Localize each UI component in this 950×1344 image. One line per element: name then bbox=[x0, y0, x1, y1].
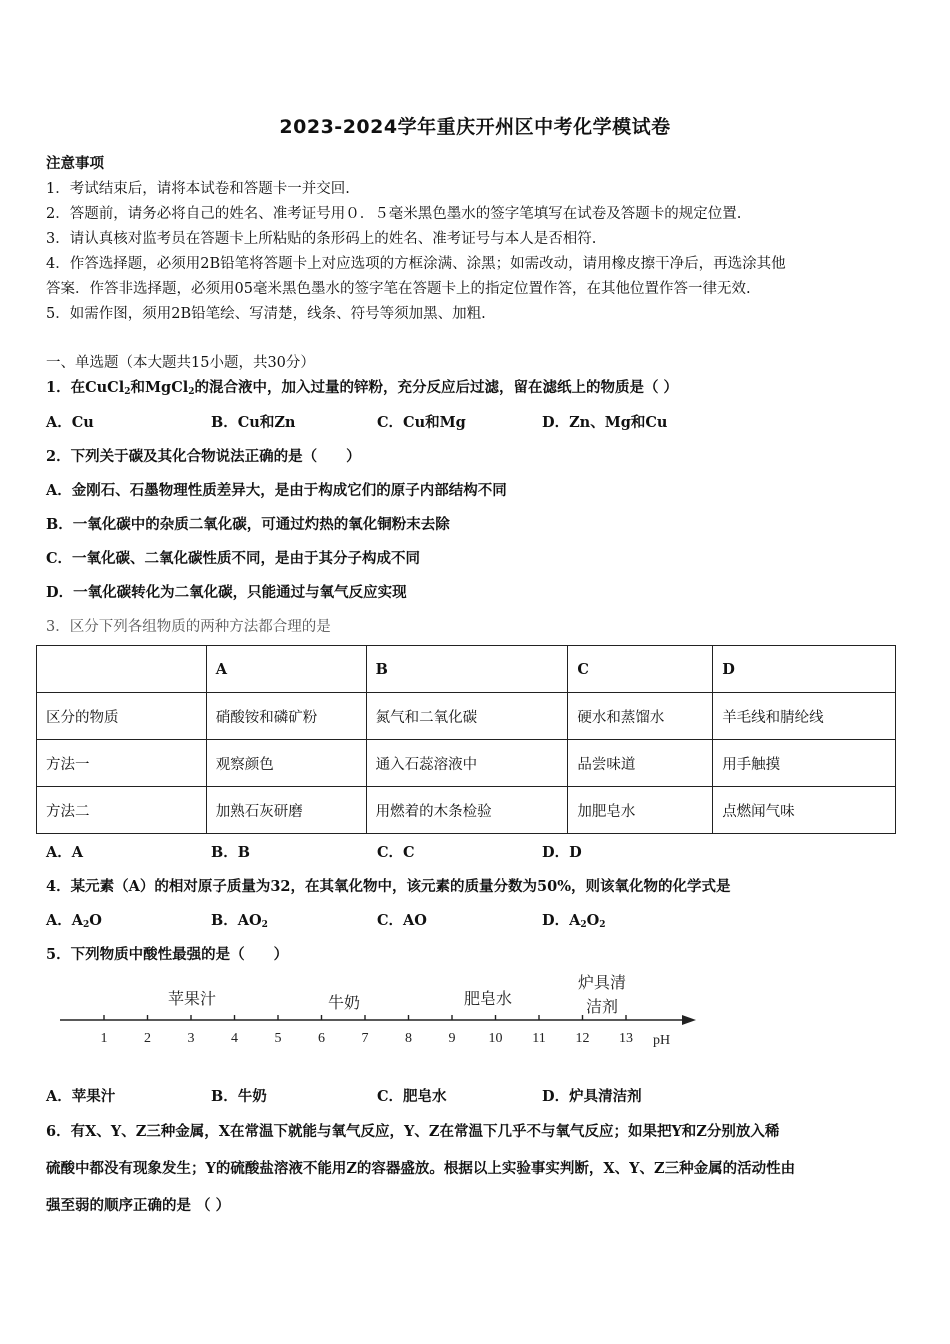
table-cell: B bbox=[366, 646, 568, 693]
ph-tick-label: 1 bbox=[100, 1031, 108, 1046]
q5-option-c[interactable]: C．肥皂水 bbox=[377, 1088, 447, 1105]
ph-tick-label: 3 bbox=[187, 1031, 195, 1046]
q5-option-b[interactable]: B．牛奶 bbox=[211, 1088, 267, 1105]
ph-label-cleaner-line1: 炉具清 bbox=[578, 975, 627, 992]
notice-item: 答案．作答非选择题，必须用05毫米黑色墨水的签字笔在答题卡上的指定位置作答，在其他位置作答一律无效. bbox=[46, 281, 751, 297]
q3-option-b[interactable]: B．B bbox=[211, 844, 251, 861]
table-cell: C bbox=[568, 646, 713, 693]
notice-heading: 注意事项 bbox=[46, 155, 104, 172]
table-cell bbox=[37, 646, 207, 693]
ph-axis-arrow bbox=[682, 1015, 696, 1025]
table-cell: 点燃闻气味 bbox=[713, 787, 896, 834]
question-6-line: 强至弱的顺序正确的是 （ ） bbox=[46, 1197, 231, 1214]
q4-option-a[interactable]: A．$A_2O$ bbox=[46, 912, 102, 930]
question-5-stem: 5．下列物质中酸性最强的是（ ） bbox=[46, 946, 289, 963]
table-cell: 加肥皂水 bbox=[568, 787, 713, 834]
ph-tick-label: 13 bbox=[619, 1031, 633, 1046]
ph-label-cleaner-line2: 洁剂 bbox=[586, 999, 619, 1016]
notice-item: 1．考试结束后，请将本试卷和答题卡一并交回. bbox=[46, 181, 350, 197]
q2-option-b[interactable]: B．一氧化碳中的杂质二氧化碳，可通过灼热的氧化铜粉末去除 bbox=[46, 516, 450, 533]
question-3-stem: 3．区分下列各组物质的两种方法都合理的是 bbox=[46, 619, 331, 635]
table-cell: A bbox=[206, 646, 366, 693]
q5-option-a[interactable]: A．苹果汁 bbox=[46, 1088, 116, 1105]
question-4-stem: 4．某元素（A）的相对原子质量为32，在其氧化物中，该元素的质量分数为50%，则该氧化物的化学式是 bbox=[46, 878, 731, 895]
table-row bbox=[37, 740, 896, 787]
ph-tick-label: 12 bbox=[575, 1031, 590, 1046]
q2-option-d[interactable]: D．一氧化碳转化为二氧化碳，只能通过与氧气反应实现 bbox=[46, 584, 407, 601]
ph-tick-label: 4 bbox=[231, 1031, 238, 1046]
ph-label-soap-water: 肥皂水 bbox=[464, 991, 513, 1008]
ph-unit-label: pH bbox=[653, 1033, 671, 1048]
ph-label-milk: 牛奶 bbox=[328, 995, 361, 1012]
ph-scale-figure bbox=[50, 970, 710, 1052]
question-1-stem: 1．在CuCl$_2$和MgCl$_2$的混合液中，加入过量的锌粉，充分反应后过滤，留在滤纸上的物质是（ ） bbox=[46, 379, 679, 397]
q3-option-c[interactable]: C．C bbox=[377, 844, 415, 861]
q3-option-a[interactable]: A．A bbox=[46, 844, 84, 861]
table-cell: 区分的物质 bbox=[37, 693, 207, 740]
ph-tick-label: 5 bbox=[274, 1031, 282, 1046]
q1-option-d[interactable]: D．Zn、Mg和Cu bbox=[542, 414, 668, 431]
q4-option-c[interactable]: C．AO bbox=[377, 912, 427, 929]
ph-tick-label: 2 bbox=[144, 1031, 151, 1046]
table-cell: 用手触摸 bbox=[713, 740, 896, 787]
page-title: 2023-2024学年重庆开州区中考化学模试卷 bbox=[279, 116, 671, 138]
q1-option-a[interactable]: A．Cu bbox=[46, 414, 94, 431]
table-cell: 方法二 bbox=[37, 787, 207, 834]
section-heading: 一、单选题（本大题共15小题，共30分） bbox=[46, 355, 315, 371]
notice-item: 2．答题前，请务必将自己的姓名、准考证号用０．５毫米黑色墨水的签字笔填写在试卷及答题卡的规定位置. bbox=[46, 206, 742, 222]
q4-option-b[interactable]: B．$AO_2$ bbox=[211, 912, 268, 930]
q1-option-b[interactable]: B．Cu和Zn bbox=[211, 414, 296, 431]
notice-item: 5．如需作图，须用2B铅笔绘、写清楚，线条、符号等须加黑、加粗. bbox=[46, 306, 486, 322]
table-row bbox=[37, 787, 896, 834]
table-cell: 氮气和二氧化碳 bbox=[366, 693, 568, 740]
table-cell: 通入石蕊溶液中 bbox=[366, 740, 568, 787]
table-cell: 品尝味道 bbox=[568, 740, 713, 787]
table-cell: 羊毛线和腈纶线 bbox=[713, 693, 896, 740]
q1-option-c[interactable]: C．Cu和Mg bbox=[377, 414, 466, 431]
table-cell: 硬水和蒸馏水 bbox=[568, 693, 713, 740]
table-cell: D bbox=[713, 646, 896, 693]
ph-tick-label: 8 bbox=[405, 1031, 412, 1046]
table-cell: 观察颜色 bbox=[206, 740, 366, 787]
table-row bbox=[37, 693, 896, 740]
table-cell: 方法一 bbox=[37, 740, 207, 787]
table-cell: 加熟石灰研磨 bbox=[206, 787, 366, 834]
table-cell: 硝酸铵和磷矿粉 bbox=[206, 693, 366, 740]
ph-label-apple-juice: 苹果汁 bbox=[168, 991, 217, 1008]
table-header-row bbox=[37, 646, 896, 693]
ph-tick-label: 10 bbox=[488, 1031, 503, 1046]
q5-option-d[interactable]: D．炉具清洁剂 bbox=[542, 1088, 642, 1105]
question-2-stem: 2．下列关于碳及其化合物说法正确的是（ ） bbox=[46, 448, 361, 465]
ph-tick-label: 6 bbox=[318, 1031, 325, 1046]
question-6-line: 硫酸中都没有现象发生；Y的硫酸盐溶液不能用Z的容器盛放。根据以上实验事实判断，X、Y、Z三种金属的活动性由 bbox=[46, 1160, 796, 1177]
q4-option-d[interactable]: D．$A_2O_2$ bbox=[542, 912, 606, 930]
q3-table bbox=[36, 645, 896, 834]
ph-tick-label: 9 bbox=[448, 1031, 456, 1046]
q3-option-d[interactable]: D．D bbox=[542, 844, 582, 861]
notice-item: 4．作答选择题，必须用2B铅笔将答题卡上对应选项的方框涂满、涂黑；如需改动，请用橡皮擦干净后，再选涂其他 bbox=[46, 256, 786, 272]
ph-tick-label: 7 bbox=[361, 1031, 369, 1046]
table-cell: 用燃着的木条检验 bbox=[366, 787, 568, 834]
q2-option-a[interactable]: A．金刚石、石墨物理性质差异大，是由于构成它们的原子内部结构不同 bbox=[46, 482, 507, 499]
question-6-line: 6．有X、Y、Z三种金属，X在常温下就能与氧气反应，Y、Z在常温下几乎不与氧气反应；如果把Y和Z分别放入稀 bbox=[46, 1123, 780, 1140]
ph-tick-label: 11 bbox=[532, 1031, 546, 1046]
q2-option-c[interactable]: C．一氧化碳、二氧化碳性质不同，是由于其分子构成不同 bbox=[46, 550, 421, 567]
notice-item: 3．请认真核对监考员在答题卡上所粘贴的条形码上的姓名、准考证号与本人是否相符. bbox=[46, 231, 597, 247]
